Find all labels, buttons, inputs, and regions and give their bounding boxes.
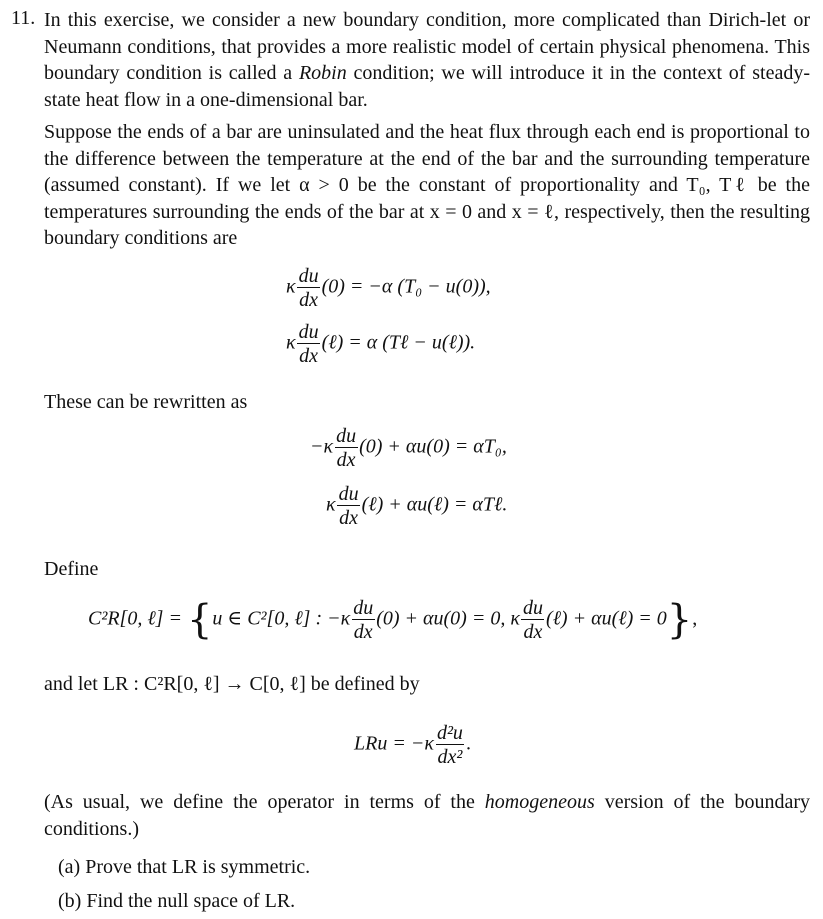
right-brace: } [666, 597, 693, 643]
intro-paragraph [44, 7, 810, 113]
equation-operator: LRu = −κ $\frac{\text{d²u}}{\text{dx²}}$ . [354, 722, 471, 768]
part-a: (a) Prove that LR is symmetric. [58, 856, 311, 878]
equation-robin-right: κ $\frac{du}{dx}$ (ℓ) + αu(ℓ) = αTℓ. [326, 483, 508, 529]
left-brace: { [186, 597, 213, 643]
intro-text-a: In this exercise, we consider a new boundary condition, more complicated than Dirich-let or Neumann conditions, that provides a more realistic model of certain physical phenomena. This boundary condition is called a [44, 9, 810, 85]
define-text: Define [44, 558, 99, 580]
equation-bc-left: κ $\frac{du}{dx}$ (0) = −α (T₀ − u(0)), [286, 265, 491, 311]
note-paragraph: (As usual, we define the operator in terms of the homogeneous version of the boundary conditions.) [44, 791, 810, 840]
equation-bc-right: κ $\frac{du}{dx}$ (ℓ) = α (Tℓ − u(ℓ)). [286, 321, 476, 367]
problem-number: 11. [11, 7, 36, 29]
definition-cr2: C²R[0, ℓ] = {u ∈ C²[0, ℓ] : −κ $\frac{du}{dx}$ (0) + αu(0) = 0, κ $\frac{du}{dx}$ (ℓ) + αu(ℓ) = 0}, [88, 597, 698, 643]
intro-text-b: condition; we will introduce it in the context of steady-state heat flow in a one-dimensional bar. [44, 62, 810, 111]
equation-robin-left: −κ $\frac{du}{dx}$ (0) + αu(0) = αT₀, [310, 425, 507, 471]
part-b: (b) Find the null space of LR. [58, 890, 296, 912]
homogeneous-term: homogeneous [484, 791, 595, 813]
robin-term: Robin [298, 62, 347, 85]
operator-intro: and let LR : C²R[0, ℓ] → C[0, ℓ] be defined by [44, 673, 420, 695]
setup-paragraph: Suppose the ends of a bar are uninsulated and the heat flux through each end is proportional to the difference between the temperature at the end of the bar and the surrounding temperature (assumed constant). If we let α > 0 be the constant of proportionality and T₀, Tℓ be the temperatures surrounding the ends of the bar at x = 0 and x = ℓ, respectively, then the resulting boundary conditions are [44, 121, 810, 250]
cr2-symbol: C²R[0, ℓ] = [88, 607, 182, 630]
rewrite-text: These can be rewritten as [44, 391, 248, 413]
